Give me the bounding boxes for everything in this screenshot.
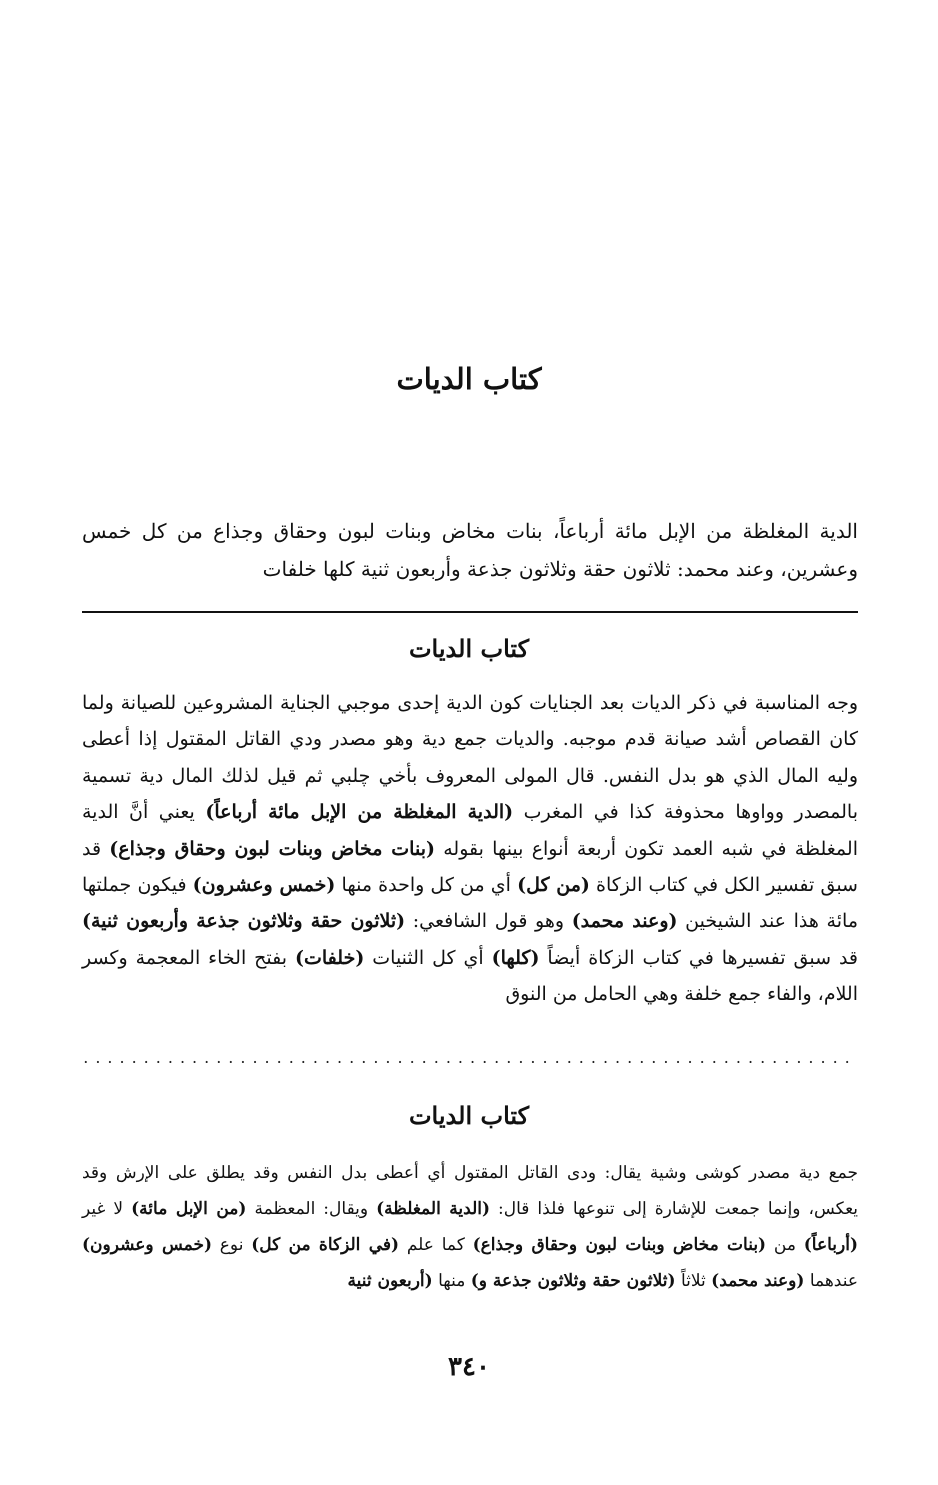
matn-text: الدية المغلظة من الإبل مائة أرباعاً، بنات مخاض وبنات لبون وحقاق وجذاع من كل خمس وعشرين، وعند محمد: ثلاثون حقة وثلاثون جذعة وأربعون ثنية كلها خلفات — [82, 519, 858, 581]
c1-seg: (كلها) — [491, 946, 540, 969]
commentary1-text — [82, 685, 858, 1013]
c2-seg: (الدية المغلظة) — [376, 1199, 491, 1219]
c1-seg: (وعند محمد) — [571, 910, 678, 933]
c2-seg: ثلاثاً — [675, 1271, 712, 1291]
c2-seg: (في الزكاة من كل) — [251, 1235, 400, 1255]
c2-seg: (من الإبل مائة) — [131, 1199, 247, 1219]
c2-seg: (وعند محمد) — [711, 1271, 805, 1291]
c2-seg: ويقال: المعظمة — [246, 1199, 377, 1219]
chapter-title: كتاب الديات — [396, 362, 542, 396]
c1-seg: (خلفات) — [295, 946, 365, 969]
c2-seg: (ثلاثون حقة وثلاثون جذعة و) — [470, 1271, 676, 1291]
c2-seg: من — [766, 1235, 804, 1255]
c1-seg: وجه المناسبة في ذكر الديات بعد الجنايات كون الدية إحدى موجبي الجناية المشروعين للصيانة ولما كان القصاص أشد صيانة قدم موجبه. والديات جمع دية وهو مصدر ودي القاتل المقتول إذا أعطى وليه المال الذي هو بدل النفس. قال المولى المعروف بأخي چلبي ثم قيل لذلك المال دية تسمية بالمصدر وواوها محذوفة كذا في المغرب — [82, 692, 858, 824]
c1-seg: أي من كل واحدة منها — [335, 874, 518, 897]
c1-seg: أي كل الثنيات — [364, 946, 492, 969]
c1-seg: (خمس وعشرون) — [192, 874, 336, 897]
c1-seg: (بنات مخاض وبنات لبون وحقاق وجذاع) — [109, 837, 435, 860]
c2-seg: جمع دية مصدر كوشى وشية يقال: ودى القاتل المقتول أي أعطى بدل النفس وقد يطلق على الإرش وقد يعكس، وإنما جمعت للإشارة إلى تنوعها فلذا قال: — [82, 1163, 859, 1219]
c2-seg: نوع — [212, 1235, 252, 1255]
page-number: ٣٤٠ — [448, 1352, 490, 1382]
c2-seg: كما علم — [399, 1235, 473, 1255]
c2-seg: (خمس وعشرون) — [82, 1235, 212, 1255]
commentary2-text — [82, 1155, 858, 1299]
c2-seg: (أربعون ثنية — [347, 1271, 433, 1291]
c2-seg: (أرباعاً) — [803, 1235, 859, 1255]
dotted-separator: ................................................................ — [83, 1048, 857, 1067]
c1-seg: (ثلاثون حقة وثلاثون جذعة وأربعون ثنية) — [82, 910, 406, 933]
c2-seg: منها — [432, 1271, 471, 1291]
c2-seg: عندهما — [804, 1271, 858, 1291]
commentary2-title: كتاب الديات — [408, 1101, 530, 1130]
matn-divider — [82, 611, 858, 613]
c2-seg: (بنات مخاض وبنات لبون وحقاق وجذاع) — [472, 1235, 767, 1255]
c1-seg: وهو قول الشافعي: — [405, 910, 572, 933]
c1-seg: (من كل) — [517, 874, 590, 897]
c1-seg: (الدية المغلظة من الإبل مائة أرباعاً) — [205, 801, 514, 824]
c1-seg: فيكون جملتها مائة هذا عند الشيخين — [82, 874, 858, 933]
commentary1-title: كتاب الديات — [408, 634, 530, 663]
c1-seg: قد سبق تفسير الكل في كتاب الزكاة — [82, 837, 858, 897]
c1-seg: يعني أنَّ الدية المغلظة في شبه العمد تكون أربعة أنواع بينها بقوله — [82, 801, 858, 860]
c1-seg: بفتح الخاء المعجمة وكسر اللام، والفاء جمع خلفة وهي الحامل من النوق — [82, 946, 858, 1006]
c2-seg: لا غير — [82, 1199, 132, 1219]
c1-seg: قد سبق تفسيرها في كتاب الزكاة أيضاً — [539, 946, 859, 969]
